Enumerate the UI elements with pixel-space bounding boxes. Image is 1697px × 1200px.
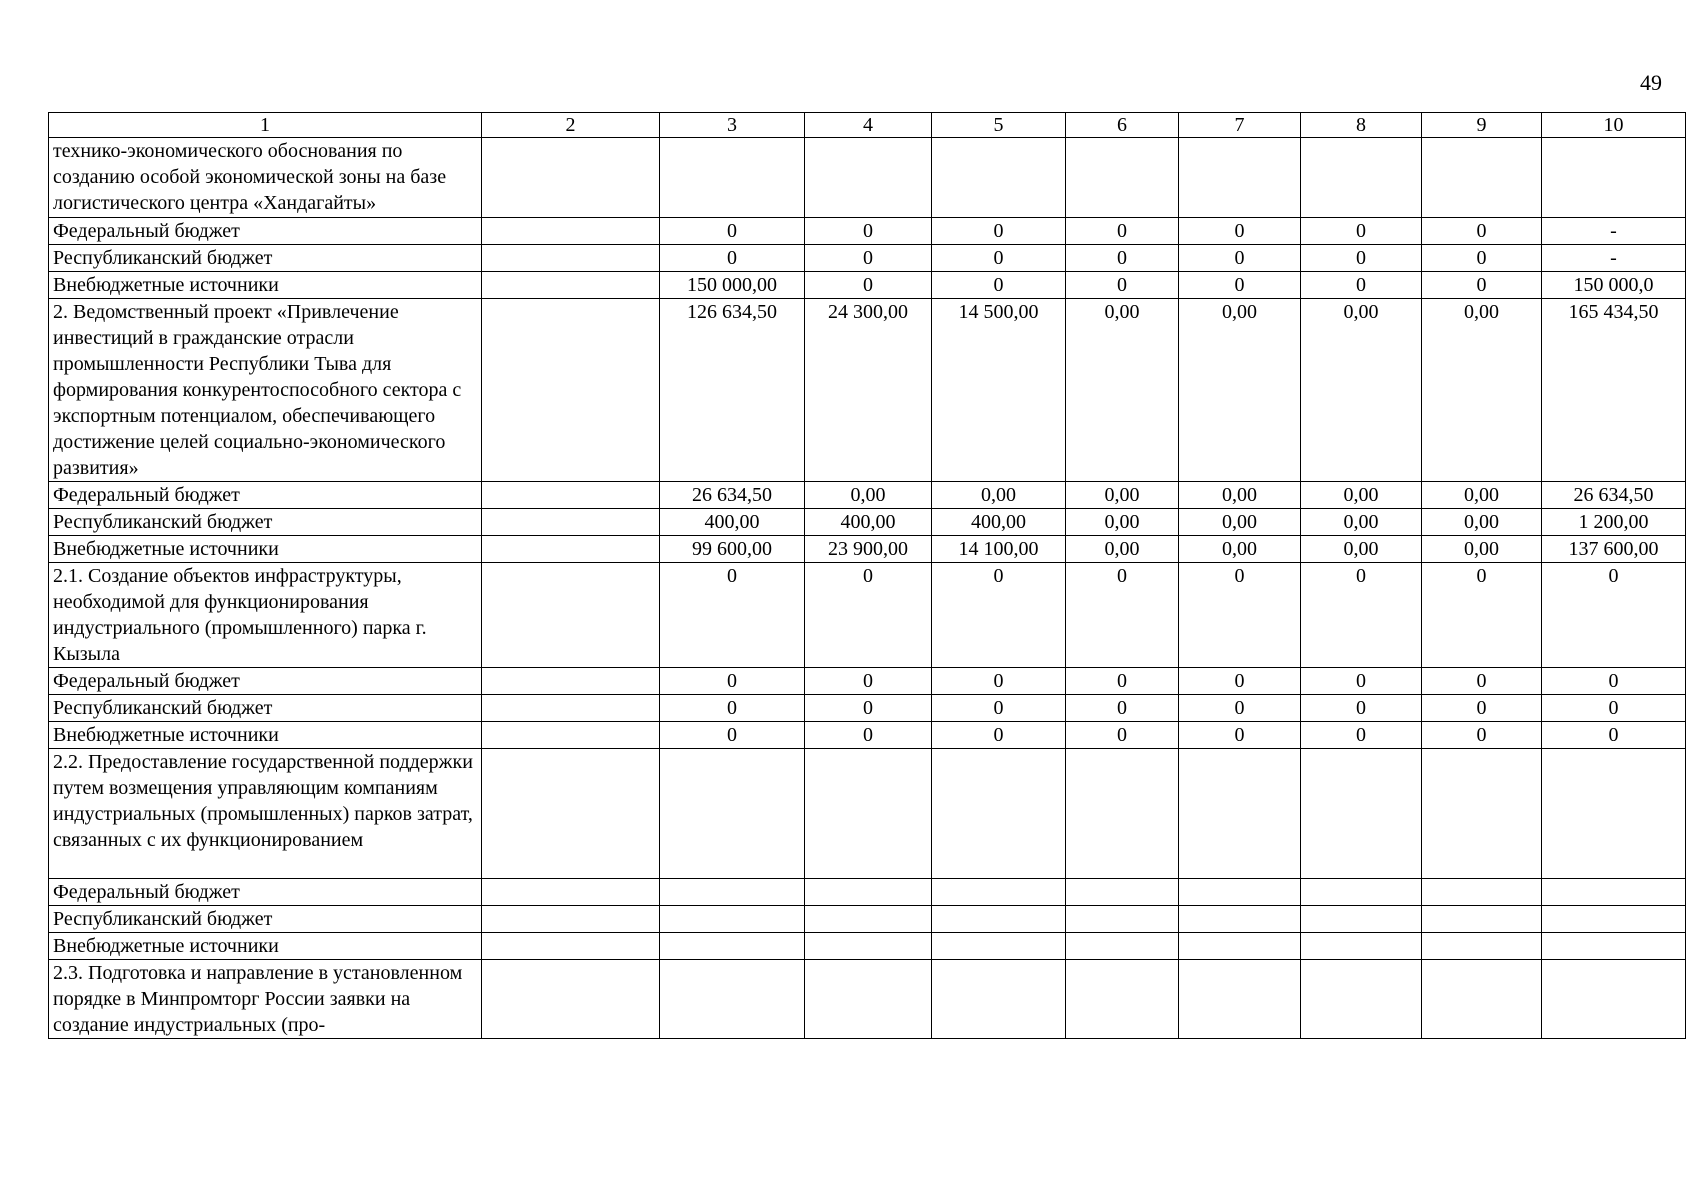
value-cell <box>805 749 932 879</box>
row-label: Федеральный бюджет <box>49 482 482 509</box>
value-cell <box>1422 933 1542 960</box>
value-cell: 0 <box>1422 695 1542 722</box>
header-row <box>49 113 1686 138</box>
value-cell: 0 <box>1422 218 1542 245</box>
value-cell <box>1422 960 1542 1039</box>
value-cell <box>660 879 805 906</box>
value-cell <box>1179 933 1301 960</box>
value-cell: 0 <box>1301 695 1422 722</box>
value-cell: 0 <box>1301 218 1422 245</box>
value-cell <box>1542 879 1686 906</box>
table-row <box>49 272 1686 299</box>
row-label: Внебюджетные источники <box>49 722 482 749</box>
value-cell: 0 <box>1066 695 1179 722</box>
value-cell <box>1542 138 1686 218</box>
value-cell <box>932 749 1066 879</box>
table-row <box>49 299 1686 482</box>
value-cell: 0 <box>1301 245 1422 272</box>
value-cell: 0 <box>1422 563 1542 668</box>
value-cell <box>1542 960 1686 1039</box>
row-label: Федеральный бюджет <box>49 879 482 906</box>
value-cell: 0,00 <box>932 482 1066 509</box>
page-number: 49 <box>1640 70 1662 95</box>
table-row <box>49 245 1686 272</box>
value-cell: 99 600,00 <box>660 536 805 563</box>
row-label: 2.1. Создание объектов инфраструктуры, необходимой для функционирования индустриального (промышленного) парка г. Кызыла <box>49 563 482 668</box>
column-number: 5 <box>932 113 1066 138</box>
value-cell: 0 <box>1066 245 1179 272</box>
value-cell: 0 <box>1179 695 1301 722</box>
value-cell: 0,00 <box>1066 482 1179 509</box>
table-row <box>49 668 1686 695</box>
column-2-cell <box>482 509 660 536</box>
value-cell: 400,00 <box>932 509 1066 536</box>
value-cell <box>805 933 932 960</box>
value-cell: 23 900,00 <box>805 536 932 563</box>
value-cell: 0 <box>1179 218 1301 245</box>
value-cell <box>1542 906 1686 933</box>
value-cell: 150 000,0 <box>1542 272 1686 299</box>
value-cell <box>1422 879 1542 906</box>
table-row <box>49 509 1686 536</box>
table-row <box>49 722 1686 749</box>
value-cell: 0 <box>1542 695 1686 722</box>
column-2-cell <box>482 722 660 749</box>
value-cell <box>660 906 805 933</box>
value-cell <box>660 933 805 960</box>
value-cell: 126 634,50 <box>660 299 805 482</box>
column-2-cell <box>482 482 660 509</box>
value-cell <box>1301 960 1422 1039</box>
value-cell <box>932 906 1066 933</box>
column-2-cell <box>482 272 660 299</box>
row-label: Республиканский бюджет <box>49 245 482 272</box>
table-row <box>49 933 1686 960</box>
row-label: Республиканский бюджет <box>49 509 482 536</box>
value-cell: 0,00 <box>1301 536 1422 563</box>
value-cell: 0 <box>660 722 805 749</box>
column-2-cell <box>482 668 660 695</box>
table-row <box>49 879 1686 906</box>
value-cell: 14 100,00 <box>932 536 1066 563</box>
value-cell <box>932 138 1066 218</box>
value-cell: 165 434,50 <box>1542 299 1686 482</box>
column-2-cell <box>482 749 660 879</box>
value-cell: 0 <box>1066 218 1179 245</box>
table-row <box>49 138 1686 218</box>
value-cell: 14 500,00 <box>932 299 1066 482</box>
column-2-cell <box>482 879 660 906</box>
value-cell <box>932 879 1066 906</box>
row-label: Республиканский бюджет <box>49 906 482 933</box>
value-cell: 0,00 <box>1422 509 1542 536</box>
value-cell <box>660 960 805 1039</box>
value-cell: 0 <box>1179 722 1301 749</box>
value-cell: 0,00 <box>1301 482 1422 509</box>
column-number: 3 <box>660 113 805 138</box>
value-cell: 137 600,00 <box>1542 536 1686 563</box>
value-cell <box>805 879 932 906</box>
value-cell <box>1179 138 1301 218</box>
table-row <box>49 906 1686 933</box>
value-cell <box>932 933 1066 960</box>
column-number: 10 <box>1542 113 1686 138</box>
value-cell: - <box>1542 218 1686 245</box>
value-cell: 0 <box>1301 272 1422 299</box>
row-label: технико-экономического обоснования по созданию особой экономической зоны на базе логистического центра «Хандагайты» <box>49 138 482 218</box>
value-cell <box>1179 879 1301 906</box>
value-cell <box>1066 933 1179 960</box>
value-cell <box>1179 960 1301 1039</box>
value-cell <box>805 138 932 218</box>
row-label: Федеральный бюджет <box>49 218 482 245</box>
value-cell <box>660 138 805 218</box>
value-cell <box>1542 749 1686 879</box>
value-cell: 400,00 <box>805 509 932 536</box>
value-cell <box>1422 138 1542 218</box>
value-cell: 0 <box>1542 563 1686 668</box>
value-cell: 0 <box>932 668 1066 695</box>
value-cell <box>1542 933 1686 960</box>
table-row <box>49 563 1686 668</box>
row-label: Республиканский бюджет <box>49 695 482 722</box>
column-2-cell <box>482 563 660 668</box>
value-cell: 0 <box>1066 722 1179 749</box>
value-cell <box>1066 879 1179 906</box>
value-cell: 0,00 <box>1066 509 1179 536</box>
value-cell: 24 300,00 <box>805 299 932 482</box>
value-cell <box>1179 906 1301 933</box>
table-row <box>49 218 1686 245</box>
value-cell: 1 200,00 <box>1542 509 1686 536</box>
value-cell: 0 <box>932 272 1066 299</box>
value-cell: 0 <box>1422 722 1542 749</box>
value-cell: 0 <box>932 218 1066 245</box>
value-cell <box>1066 138 1179 218</box>
value-cell: 0 <box>932 695 1066 722</box>
column-2-cell <box>482 906 660 933</box>
value-cell: 0 <box>1301 563 1422 668</box>
value-cell <box>1301 933 1422 960</box>
column-number: 7 <box>1179 113 1301 138</box>
value-cell: 0 <box>1422 272 1542 299</box>
value-cell: 0 <box>660 563 805 668</box>
value-cell: 0 <box>660 695 805 722</box>
table-row <box>49 482 1686 509</box>
value-cell: 0,00 <box>1301 509 1422 536</box>
value-cell: 0 <box>1301 722 1422 749</box>
column-2-cell <box>482 245 660 272</box>
row-label: Федеральный бюджет <box>49 668 482 695</box>
budget-table <box>48 112 1686 1039</box>
value-cell <box>1422 749 1542 879</box>
value-cell: 0,00 <box>1422 299 1542 482</box>
table-row <box>49 960 1686 1039</box>
value-cell <box>660 749 805 879</box>
value-cell: 0 <box>805 722 932 749</box>
column-number: 1 <box>49 113 482 138</box>
value-cell <box>805 960 932 1039</box>
value-cell: 0 <box>805 695 932 722</box>
value-cell <box>1066 960 1179 1039</box>
value-cell: 400,00 <box>660 509 805 536</box>
value-cell <box>1422 906 1542 933</box>
column-2-cell <box>482 960 660 1039</box>
value-cell <box>805 906 932 933</box>
value-cell: 0,00 <box>805 482 932 509</box>
value-cell: 0 <box>1179 668 1301 695</box>
row-label: Внебюджетные источники <box>49 933 482 960</box>
value-cell: 0,00 <box>1422 536 1542 563</box>
column-2-cell <box>482 695 660 722</box>
table-row <box>49 695 1686 722</box>
value-cell: 0 <box>1301 668 1422 695</box>
value-cell: 0,00 <box>1066 299 1179 482</box>
value-cell: 0,00 <box>1422 482 1542 509</box>
value-cell: 0 <box>1542 722 1686 749</box>
column-number: 2 <box>482 113 660 138</box>
value-cell: 0 <box>1179 563 1301 668</box>
value-cell <box>932 960 1066 1039</box>
value-cell: 0 <box>932 245 1066 272</box>
value-cell: 0 <box>805 668 932 695</box>
value-cell <box>1301 906 1422 933</box>
value-cell: 0,00 <box>1179 509 1301 536</box>
value-cell: 0,00 <box>1066 536 1179 563</box>
value-cell: 0 <box>932 722 1066 749</box>
column-2-cell <box>482 933 660 960</box>
value-cell: 26 634,50 <box>660 482 805 509</box>
column-2-cell <box>482 218 660 245</box>
value-cell <box>1179 749 1301 879</box>
value-cell: 0,00 <box>1301 299 1422 482</box>
value-cell <box>1066 749 1179 879</box>
row-label: 2.3. Подготовка и направление в установленном порядке в Минпромторг России заявки на создание индустриальных (про- <box>49 960 482 1039</box>
value-cell: 0 <box>805 245 932 272</box>
row-label: 2. Ведомственный проект «Привлечение инвестиций в гражданские отрасли промышленности Республики Тыва для формирования конкурентоспособного сектора с экспортным потенциалом, обеспечивающего достижение целей социально-экономического развития» <box>49 299 482 482</box>
table-row <box>49 749 1686 879</box>
value-cell: 0 <box>805 218 932 245</box>
value-cell: 150 000,00 <box>660 272 805 299</box>
row-label: 2.2. Предоставление государственной поддержки путем возмещения управляющим компаниям индустриальных (промышленных) парков затрат, связанных с их функционированием <box>49 749 482 879</box>
value-cell: 0 <box>805 563 932 668</box>
column-2-cell <box>482 138 660 218</box>
value-cell: 0 <box>1422 245 1542 272</box>
value-cell: 0 <box>805 272 932 299</box>
column-number: 8 <box>1301 113 1422 138</box>
column-number: 9 <box>1422 113 1542 138</box>
value-cell: 0,00 <box>1179 482 1301 509</box>
value-cell: 0 <box>660 245 805 272</box>
value-cell: 0,00 <box>1179 299 1301 482</box>
column-2-cell <box>482 536 660 563</box>
value-cell: 0 <box>1422 668 1542 695</box>
value-cell: 0 <box>932 563 1066 668</box>
value-cell: 0 <box>1066 563 1179 668</box>
row-label: Внебюджетные источники <box>49 536 482 563</box>
row-label: Внебюджетные источники <box>49 272 482 299</box>
value-cell: 0 <box>1179 272 1301 299</box>
table-row <box>49 536 1686 563</box>
column-number: 6 <box>1066 113 1179 138</box>
value-cell <box>1301 749 1422 879</box>
value-cell <box>1301 138 1422 218</box>
value-cell: 26 634,50 <box>1542 482 1686 509</box>
value-cell: 0,00 <box>1179 536 1301 563</box>
column-number: 4 <box>805 113 932 138</box>
value-cell: 0 <box>1066 668 1179 695</box>
value-cell: 0 <box>1066 272 1179 299</box>
value-cell: 0 <box>1542 668 1686 695</box>
value-cell <box>1066 906 1179 933</box>
value-cell: - <box>1542 245 1686 272</box>
column-2-cell <box>482 299 660 482</box>
value-cell: 0 <box>1179 245 1301 272</box>
value-cell: 0 <box>660 218 805 245</box>
value-cell: 0 <box>660 668 805 695</box>
value-cell <box>1301 879 1422 906</box>
